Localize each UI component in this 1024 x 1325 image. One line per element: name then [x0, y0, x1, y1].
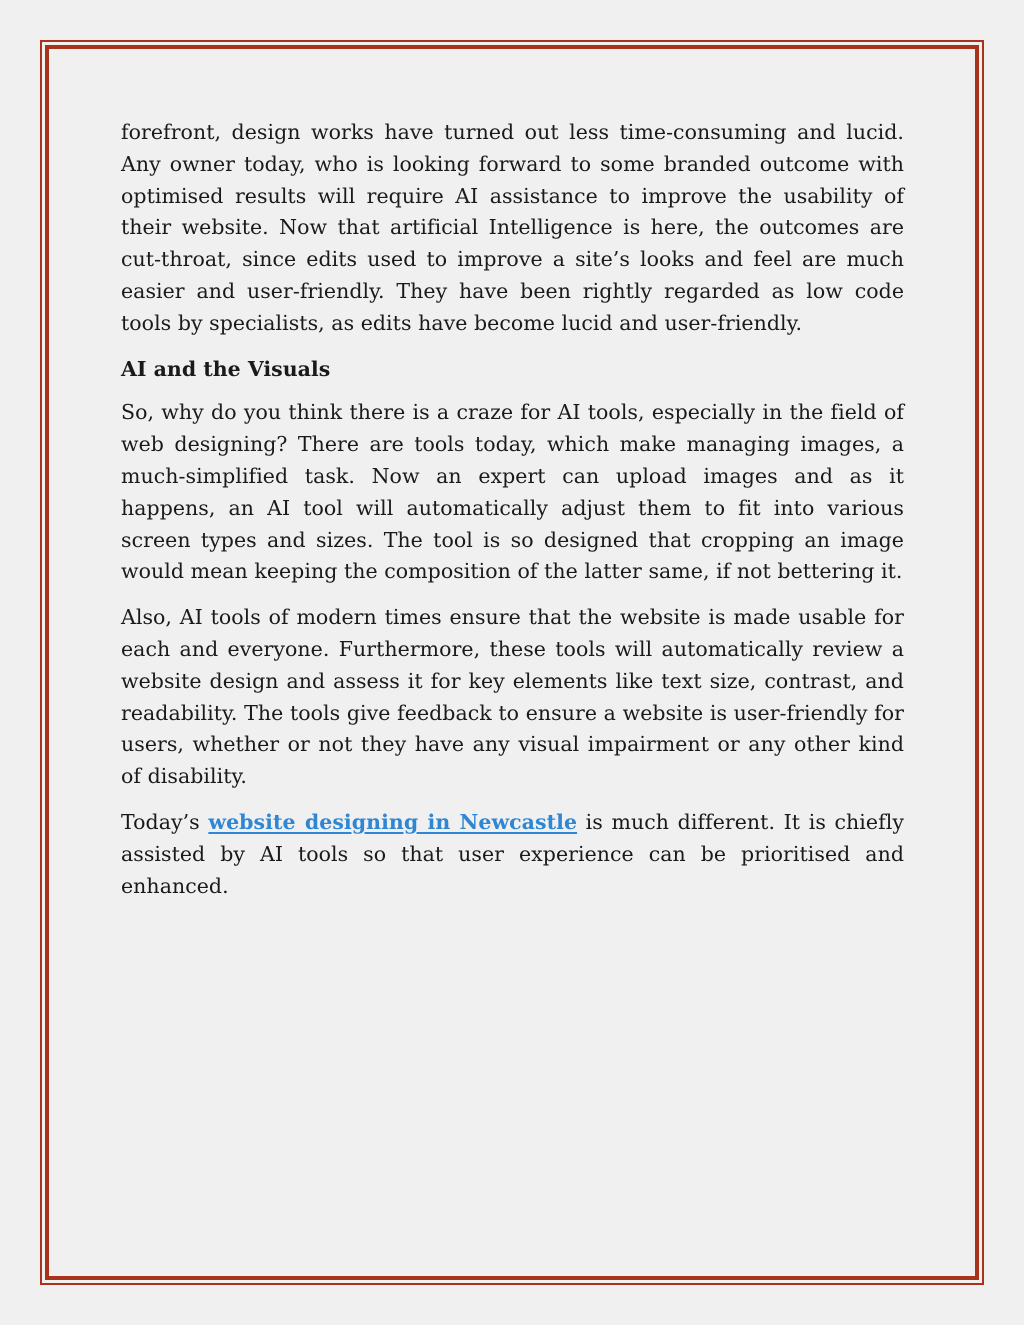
paragraph-accessibility: Also, AI tools of modern times ensure that the website is made usable for each and everyone. Furthermore, these tools will automatically review a website design and assess it for key elements like text size, contrast, and readability. The tools give feedback to ensure a website is user-friendly for users, whether or not they have any visual impairment or any other kind of disability.: [121, 605, 904, 789]
paragraph-visuals: So, why do you think there is a craze for AI tools, especially in the field of web designing? There are tools today, which make managing images, a much-simplified task. Now an expert can upload images and as it happens, an AI tool will automatically adjust them to fit into various screen types and sizes. The tool is so designed that cropping an image would mean keeping the composition of the latter same, if not bettering it.: [121, 400, 904, 584]
paragraph-conclusion: [121, 807, 904, 902]
paragraph-intro: forefront, design works have turned out less time-consuming and lucid. Any owner today, who is looking forward to some branded outcome with optimised results will require AI assistance to improve the usability of their website. Now that artificial Intelligence is here, the outcomes are cut-throat, since edits used to improve a site’s looks and feel are much easier and user-friendly. They have been rightly regarded as low code tools by specialists, as edits have become lucid and user-friendly.: [121, 120, 904, 335]
conclusion-text-end: is much different. It is chiefly assisted by AI tools so that user experience can be prioritised and enhanced.: [121, 809, 904, 898]
document-body: [121, 117, 904, 916]
website-designing-link[interactable]: website designing in Newcastle: [208, 809, 578, 834]
section-heading: AI and the Visuals: [121, 356, 331, 381]
conclusion-text-start: Today’s: [121, 809, 209, 834]
